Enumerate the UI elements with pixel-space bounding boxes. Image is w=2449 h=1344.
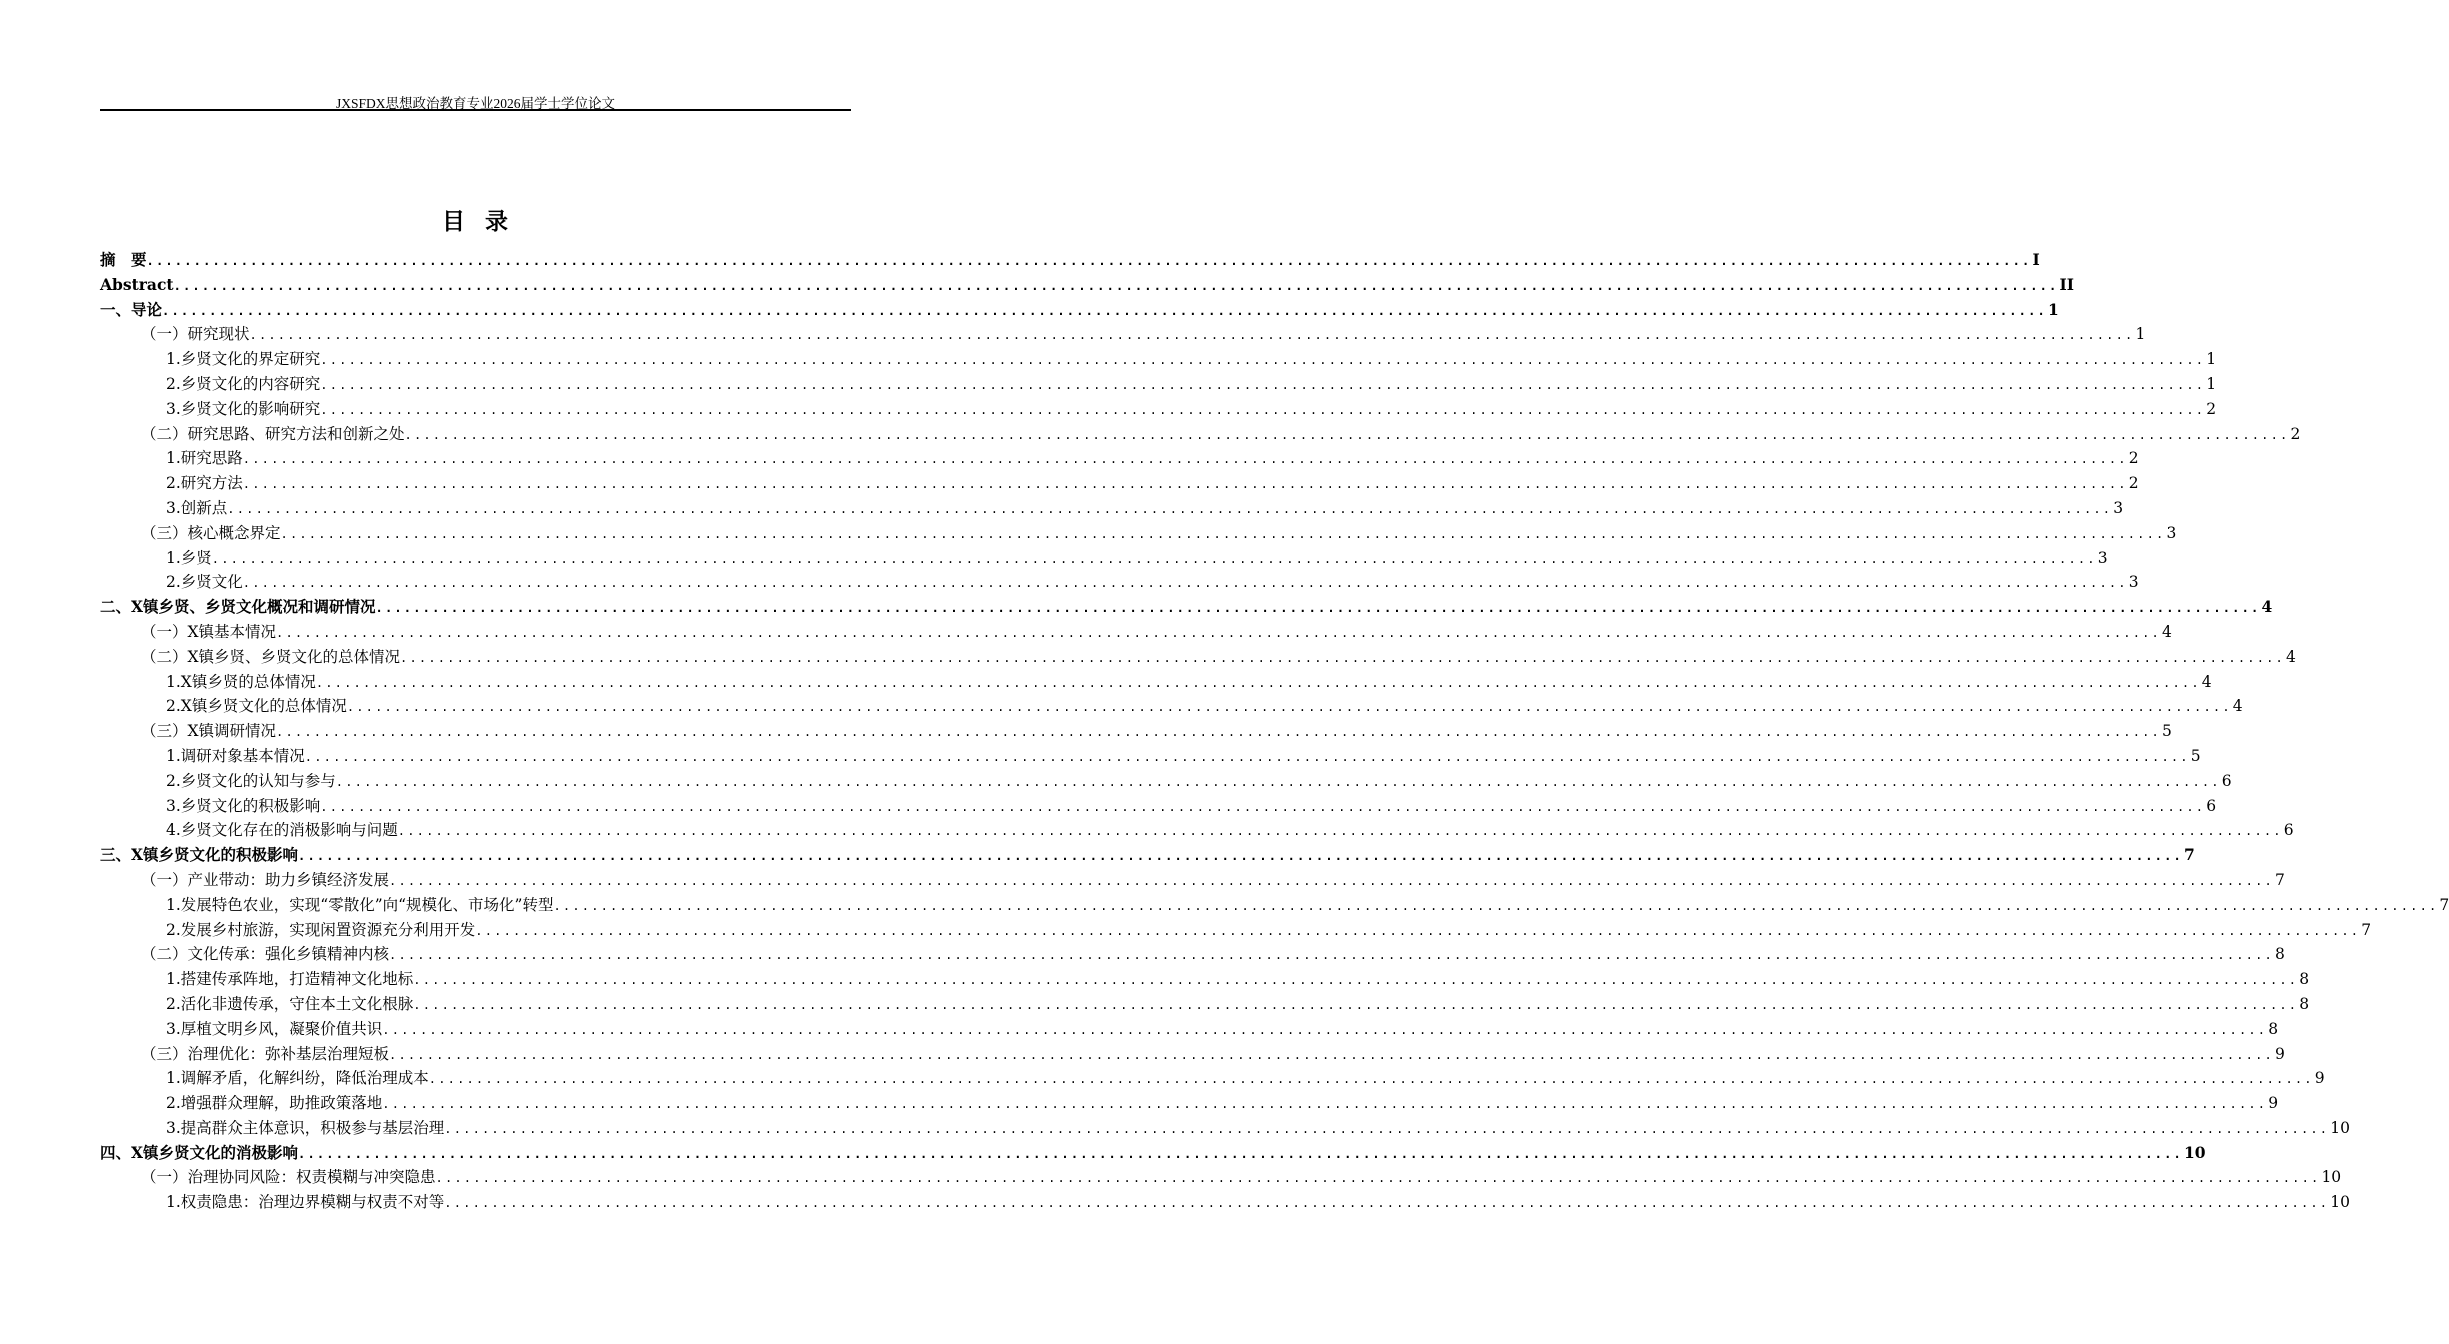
toc-title: 目录 <box>442 209 528 235</box>
toc-entry[interactable] <box>100 694 2243 719</box>
toc-entry[interactable] <box>100 794 2217 819</box>
toc-entry[interactable] <box>100 918 2372 943</box>
toc-leader-dots: ........................................................................................................................................................................................................ <box>298 1146 2183 1161</box>
toc-entry-title: （三）X镇调研情况 <box>141 722 277 741</box>
toc-entry[interactable] <box>100 1042 2285 1067</box>
toc-entry-title: 3.乡贤文化的影响研究 <box>166 399 321 418</box>
toc-leader-dots: ........................................................................................................................................................................................................ <box>320 402 2206 417</box>
toc-entry-page: 4 <box>2232 697 2243 716</box>
toc-leader-dots: ........................................................................................................................................................................................................ <box>475 923 2361 938</box>
toc-entry-title: 2.活化非遗传承，守住本土文化根脉 <box>166 994 414 1013</box>
toc-entry[interactable] <box>100 1141 2206 1166</box>
toc-entry-page: 4 <box>2161 622 2172 641</box>
toc-leader-dots: ........................................................................................................................................................................................................ <box>428 1072 2314 1087</box>
toc-entry-page: 1 <box>2047 299 2059 319</box>
toc-leader-dots: ........................................................................................................................................................................................................ <box>400 650 2285 665</box>
toc-entry-title: 3.提高群众主体意识，积极参与基层治理 <box>166 1118 445 1137</box>
toc-leader-dots: ........................................................................................................................................................................................................ <box>146 254 2032 268</box>
toc-entry-title: （一）治理协同风险：权责模糊与冲突隐患 <box>141 1168 436 1187</box>
toc-entry[interactable] <box>100 422 2301 447</box>
toc-entry-page: 6 <box>2283 821 2294 840</box>
toc-entry-page: II <box>2059 274 2074 294</box>
toc-entry-page: 8 <box>2299 970 2310 989</box>
toc-entry[interactable] <box>100 273 2074 298</box>
toc-leader-dots: ........................................................................................................................................................................................................ <box>389 948 2274 963</box>
toc-leader-dots: ........................................................................................................................................................................................................ <box>242 477 2128 492</box>
toc-entry[interactable] <box>100 744 2201 769</box>
toc-entry-title: 四、X镇乡贤文化的消极影响 <box>100 1142 299 1162</box>
toc-leader-dots: ........................................................................................................................................................................................................ <box>389 873 2274 888</box>
toc-entry[interactable] <box>100 298 2059 323</box>
toc-leader-dots: ........................................................................................................................................................................................................ <box>320 799 2206 814</box>
toc-entry-title: （三）核心概念界定 <box>141 523 281 542</box>
toc-entry-title: 1.乡贤 <box>166 548 212 567</box>
toc-entry-page: 4 <box>2201 672 2212 691</box>
toc-leader-dots: ........................................................................................................................................................................................................ <box>413 973 2299 988</box>
toc-leader-dots: ........................................................................................................................................................................................................ <box>249 328 2135 343</box>
toc-entry[interactable] <box>100 843 2195 868</box>
toc-entry-page: 7 <box>2361 920 2372 939</box>
toc-entry[interactable] <box>100 570 2139 595</box>
toc-leader-dots: ........................................................................................................................................................................................................ <box>315 675 2201 690</box>
toc-entry-page: 3 <box>2166 523 2177 542</box>
toc-entry-title: 一、导论 <box>100 299 163 319</box>
toc-leader-dots: ........................................................................................................................................................................................................ <box>335 774 2221 789</box>
toc-entry-page: 4 <box>2285 647 2296 666</box>
toc-entry[interactable] <box>100 1116 2350 1141</box>
toc-entry[interactable] <box>100 645 2296 670</box>
toc-leader-dots: ........................................................................................................................................................................................................ <box>280 526 2166 541</box>
toc-entry[interactable] <box>100 397 2217 422</box>
toc-entry-title: （二）X镇乡贤、乡贤文化的总体情况 <box>141 647 401 666</box>
toc-entry-title: 2.乡贤文化的认知与参与 <box>166 771 336 790</box>
toc-entry[interactable] <box>100 620 2172 645</box>
toc-entry-page: 10 <box>2330 1118 2350 1137</box>
toc-leader-dots: ........................................................................................................................................................................................................ <box>553 898 2439 913</box>
toc-entry-page: 7 <box>2274 870 2285 889</box>
toc-entry[interactable] <box>100 521 2177 546</box>
toc-entry[interactable] <box>100 942 2285 967</box>
toc-entry-title: Abstract <box>100 274 174 294</box>
toc-entry-page: 6 <box>2221 771 2232 790</box>
toc-entry-title: （一）产业带动：助力乡镇经济发展 <box>141 870 390 889</box>
toc-entry-page: 1 <box>2206 374 2217 393</box>
toc-entry-page: 1 <box>2135 325 2146 344</box>
toc-entry-title: 2.乡贤文化的内容研究 <box>166 374 321 393</box>
toc-entry-title: 1.调解矛盾，化解纠纷，降低治理成本 <box>166 1069 429 1088</box>
toc-entry[interactable] <box>100 719 2172 744</box>
toc-entry-title: 1.研究思路 <box>166 449 243 468</box>
toc-entry-title: 1.权责隐患：治理边界模糊与权责不对等 <box>166 1193 445 1212</box>
toc-entry-page: 10 <box>2321 1168 2342 1187</box>
toc-leader-dots: ........................................................................................................................................................................................................ <box>276 725 2161 740</box>
toc-entry-title: 2.研究方法 <box>166 474 243 493</box>
toc-entry[interactable] <box>100 372 2217 397</box>
toc-leader-dots: ........................................................................................................................................................................................................ <box>276 625 2161 640</box>
toc-leader-dots: ........................................................................................................................................................................................................ <box>227 501 2113 516</box>
toc-leader-dots: ........................................................................................................................................................................................................ <box>444 1196 2330 1211</box>
toc-entry-title: 3.厚植文明乡风，凝聚价值共识 <box>166 1019 383 1038</box>
toc-entry-page: 5 <box>2190 746 2201 765</box>
toc-entry-title: （三）治理优化：弥补基层治理短板 <box>141 1044 390 1063</box>
header-rule <box>100 109 851 111</box>
toc-entry[interactable] <box>100 868 2285 893</box>
toc-leader-dots: ........................................................................................................................................................................................................ <box>346 700 2232 715</box>
toc-entry-title: 2.发展乡村旅游，实现闲置资源充分利用开发 <box>166 920 476 939</box>
toc-entry[interactable] <box>100 1017 2279 1042</box>
toc-entry[interactable] <box>100 967 2310 992</box>
toc-entry-page: 3 <box>2097 548 2108 567</box>
toc-entry-page: 9 <box>2268 1094 2279 1113</box>
toc-entry-page: 2 <box>2206 399 2217 418</box>
toc-entry[interactable] <box>100 1066 2325 1091</box>
page-header: JXSFDX思想政治教育专业2026届学士学位论文 <box>335 96 616 111</box>
toc-entry[interactable] <box>100 1091 2279 1116</box>
toc-entry-page: 2 <box>2128 474 2139 493</box>
toc-entry-title: （二）文化传承：强化乡镇精神内核 <box>141 945 390 964</box>
toc-entry[interactable] <box>100 446 2139 471</box>
toc-entry-title: 二、X镇乡贤、乡贤文化概况和调研情况 <box>100 597 376 617</box>
table-of-contents <box>100 248 2449 1215</box>
toc-entry-page: 7 <box>2183 845 2195 865</box>
toc-entry[interactable] <box>100 496 2124 521</box>
toc-entry-page: 2 <box>2128 449 2139 468</box>
toc-entry-page: 2 <box>2290 424 2301 443</box>
toc-leader-dots: ........................................................................................................................................................................................................ <box>444 1121 2330 1136</box>
toc-entry[interactable] <box>100 992 2310 1017</box>
toc-entry-page: 4 <box>2261 597 2273 617</box>
toc-entry[interactable] <box>100 1165 2342 1190</box>
toc-leader-dots: ........................................................................................................................................................................................................ <box>320 377 2206 392</box>
toc-entry[interactable] <box>100 670 2212 695</box>
toc-entry-title: 1.乡贤文化的界定研究 <box>166 350 321 369</box>
toc-leader-dots: ........................................................................................................................................................................................................ <box>389 1047 2274 1062</box>
toc-leader-dots: ........................................................................................................................................................................................................ <box>382 1097 2268 1112</box>
toc-entry-title: 4.乡贤文化存在的消极影响与问题 <box>166 821 398 840</box>
toc-entry-page: 3 <box>2113 498 2124 517</box>
toc-entry[interactable] <box>100 1190 2350 1215</box>
toc-entry-page: I <box>2032 250 2040 269</box>
toc-entry[interactable] <box>100 471 2139 496</box>
toc-entry-title: 2.增强群众理解，助推政策落地 <box>166 1094 383 1113</box>
toc-entry-page: 6 <box>2206 796 2217 815</box>
toc-entry-title: 3.乡贤文化的积极影响 <box>166 796 321 815</box>
toc-entry-page: 3 <box>2128 573 2139 592</box>
toc-leader-dots: ........................................................................................................................................................................................................ <box>435 1171 2321 1186</box>
toc-entry-title: 1.搭建传承阵地，打造精神文化地标 <box>166 970 414 989</box>
toc-entry-title: （二）研究思路、研究方法和创新之处 <box>141 424 405 443</box>
toc-entry-page: 9 <box>2274 1044 2285 1063</box>
toc-leader-dots: ........................................................................................................................................................................................................ <box>404 427 2290 442</box>
toc-entry-title: 2.乡贤文化 <box>166 573 243 592</box>
toc-entry-page: 10 <box>2183 1142 2206 1162</box>
toc-entry[interactable] <box>100 347 2217 372</box>
toc-leader-dots: ........................................................................................................................................................................................................ <box>304 749 2190 764</box>
toc-leader-dots: ........................................................................................................................................................................................................ <box>162 303 2047 318</box>
toc-leader-dots: ........................................................................................................................................................................................................ <box>242 576 2128 591</box>
toc-entry[interactable] <box>100 769 2232 794</box>
toc-entry-title: 1.X镇乡贤的总体情况 <box>166 672 316 691</box>
toc-entry-page: 10 <box>2330 1193 2350 1212</box>
toc-leader-dots: ........................................................................................................................................................................................................ <box>173 278 2059 293</box>
toc-entry[interactable] <box>100 322 2146 347</box>
toc-leader-dots: ........................................................................................................................................................................................................ <box>375 601 2261 616</box>
toc-entry-page: 8 <box>2299 994 2310 1013</box>
toc-leader-dots: ........................................................................................................................................................................................................ <box>242 452 2128 467</box>
toc-entry-title: 1.发展特色农业，实现“零散化”向“规模化、市场化”转型 <box>166 895 554 914</box>
toc-entry-title: （一）研究现状 <box>141 325 250 344</box>
toc-entry[interactable] <box>100 893 2449 918</box>
toc-leader-dots: ........................................................................................................................................................................................................ <box>320 353 2206 368</box>
toc-entry-page: 1 <box>2206 350 2217 369</box>
toc-entry-page: 9 <box>2314 1069 2325 1088</box>
toc-entry-page: 8 <box>2268 1019 2279 1038</box>
toc-entry-title: 摘 要 <box>100 250 147 269</box>
toc-entry-title: 2.X镇乡贤文化的总体情况 <box>166 697 347 716</box>
toc-leader-dots: ........................................................................................................................................................................................................ <box>298 849 2183 864</box>
toc-entry-title: （一）X镇基本情况 <box>141 622 277 641</box>
toc-leader-dots: ........................................................................................................................................................................................................ <box>211 551 2097 566</box>
toc-entry-page: 5 <box>2161 722 2172 741</box>
toc-leader-dots: ........................................................................................................................................................................................................ <box>382 1022 2268 1037</box>
toc-leader-dots: ........................................................................................................................................................................................................ <box>413 997 2299 1012</box>
toc-entry[interactable] <box>100 818 2294 843</box>
toc-entry[interactable] <box>100 595 2273 620</box>
toc-entry-page: 7 <box>2439 895 2449 914</box>
toc-leader-dots: ........................................................................................................................................................................................................ <box>397 824 2283 839</box>
toc-entry-page: 8 <box>2274 945 2285 964</box>
toc-entry-title: 3.创新点 <box>166 498 228 517</box>
toc-entry-title: 1.调研对象基本情况 <box>166 746 305 765</box>
toc-entry[interactable] <box>100 248 2040 273</box>
toc-entry[interactable] <box>100 546 2108 571</box>
toc-entry-title: 三、X镇乡贤文化的积极影响 <box>100 845 299 865</box>
